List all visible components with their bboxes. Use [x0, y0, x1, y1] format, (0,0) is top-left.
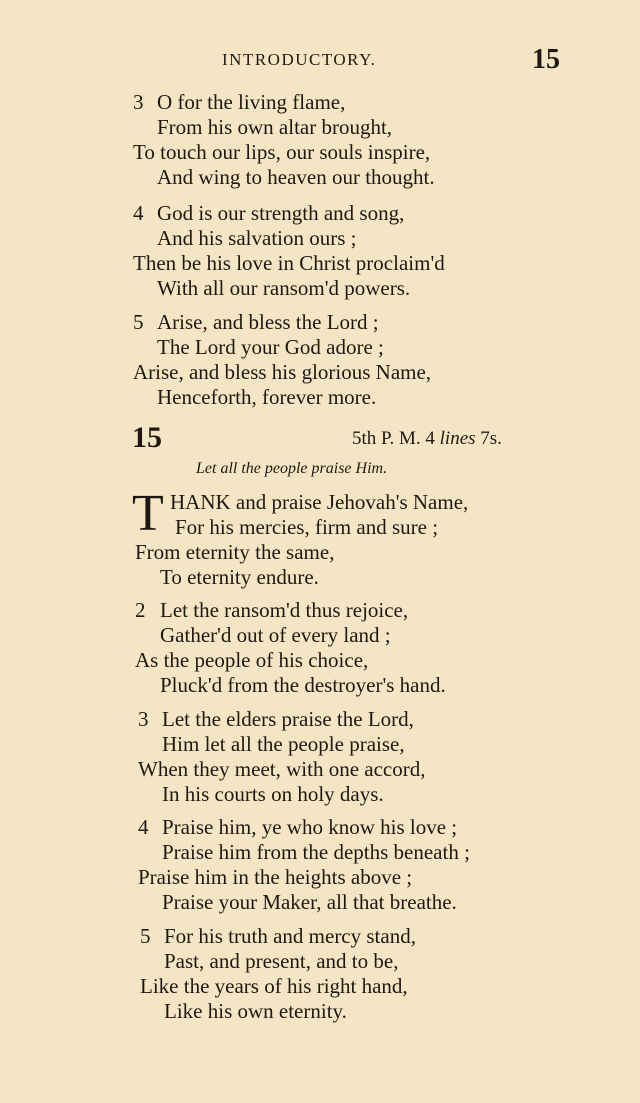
meter-italic: lines — [439, 428, 476, 449]
verse-line: And wing to heaven our thought. — [157, 165, 435, 189]
verse-line: Gather'd out of every land ; — [160, 623, 391, 647]
drop-cap: T — [132, 485, 164, 542]
verse-line: Pluck'd from the destroyer's hand. — [160, 673, 446, 697]
verse-line: Praise him in the heights above ; — [138, 865, 413, 889]
verse-line: To eternity endure. — [160, 565, 319, 589]
verse-line: Let the ransom'd thus rejoice, — [160, 598, 409, 622]
verse-line: From eternity the same, — [135, 540, 335, 564]
verse-line: O for the living flame, — [157, 90, 346, 114]
meter-suffix: 7s. — [480, 428, 502, 449]
stanza-number: 2 — [135, 598, 146, 622]
verse-line: Praise him from the depths beneath ; — [162, 840, 470, 864]
verse-line: Like his own eternity. — [164, 999, 347, 1023]
running-title: INTRODUCTORY. — [222, 50, 377, 69]
verse-line: For his truth and mercy stand, — [164, 924, 416, 948]
verse-line: And his salvation ours ; — [157, 226, 357, 250]
verse-line: God is our strength and song, — [157, 201, 405, 225]
verse-line: From his own altar brought, — [157, 115, 393, 139]
hymn-number: 15 — [132, 421, 162, 454]
verse-line: In his courts on holy days. — [162, 782, 384, 806]
stanza-number: 4 — [133, 201, 144, 225]
verse-line: For his mercies, firm and sure ; — [175, 515, 439, 539]
stanza-number: 5 — [140, 924, 151, 948]
stanza-number: 4 — [138, 815, 149, 839]
verse-line: Past, and present, and to be, — [164, 949, 399, 973]
verse-line: Praise him, ye who know his love ; — [162, 815, 458, 839]
stanza-number: 3 — [138, 707, 149, 731]
stanza-number: 3 — [133, 90, 144, 114]
verse-line: The Lord your God adore ; — [157, 335, 384, 359]
verse-line: To touch our lips, our souls inspire, — [133, 140, 431, 164]
verse-line: Him let all the people praise, — [162, 732, 405, 756]
stanza-number: 5 — [133, 310, 144, 334]
page-number: 15 — [532, 44, 560, 75]
verse-line: With all our ransom'd powers. — [157, 276, 411, 300]
running-head — [0, 44, 640, 78]
meter-prefix: 5th P. M. 4 — [352, 428, 435, 449]
meter-label — [352, 428, 502, 450]
verse-line: Like the years of his right hand, — [140, 974, 408, 998]
verse-line: HANK and praise Jehovah's Name, — [170, 490, 469, 514]
verse-line: Praise your Maker, all that breathe. — [162, 890, 457, 914]
verse-line: As the people of his choice, — [135, 648, 369, 672]
verse-line: Arise, and bless the Lord ; — [157, 310, 379, 334]
verse-line: Let the elders praise the Lord, — [162, 707, 414, 731]
verse-line: When they meet, with one accord, — [138, 757, 426, 781]
verse-line: Henceforth, forever more. — [157, 385, 377, 409]
hymn-subtitle: Let all the people praise Him. — [196, 460, 388, 477]
verse-line: Then be his love in Christ proclaim'd — [133, 251, 445, 275]
verse-line: Arise, and bless his glorious Name, — [133, 360, 432, 384]
